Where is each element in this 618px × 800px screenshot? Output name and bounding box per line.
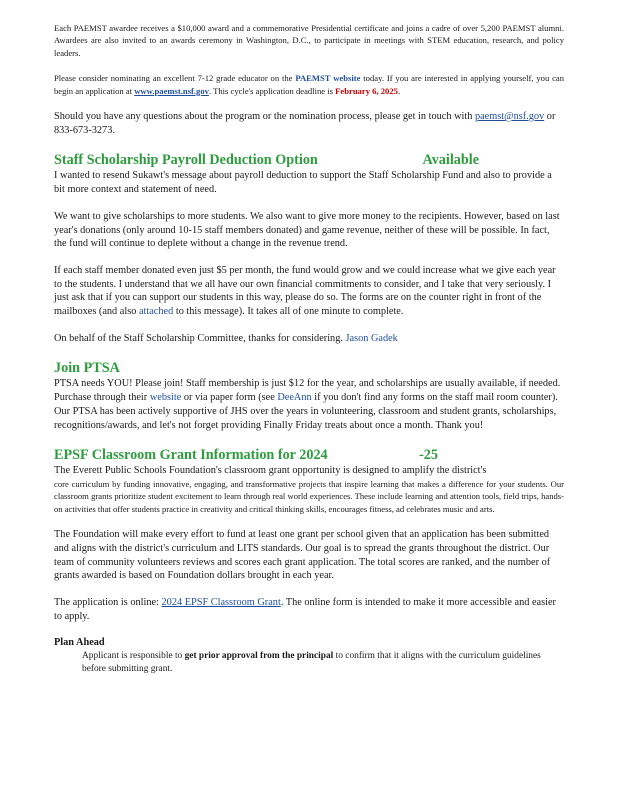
paemst-contact-paragraph	[54, 110, 564, 137]
paemst-phone-text: or 833-673-3273.	[54, 111, 556, 136]
paemst-award-paragraph: Each PAEMST awardee receives a $10,000 award and a commemorative Presidential certificate and joins a cadre of over 5,200 PAEMST alumni. Awardees are also invited to an awards ceremony in Washington, D.C., to participate in meetings with STEM education, research, and policy leaders.	[54, 23, 564, 58]
bullet-text-2: to confirm that it aligns with the curriculum guidelines before submitting grant.	[82, 651, 541, 675]
scholarship-need-paragraph: We want to give scholarships to more students. We also want to give more money to the recipients. However, based on last year's donations (only around 10-15 staff members donated) and game revenue, neither of these will be possible. In fact, the fund will continue to deplete without a change in the revenue trend.	[54, 210, 560, 250]
attached-form-link[interactable]: attached	[138, 306, 174, 318]
scholarship-ask-text-2: to this message). It takes all of one minute to complete.	[175, 306, 404, 318]
paemst-contact-text: Should you have any questions about the program or the nomination process, please get in touch with	[54, 111, 473, 123]
paemst-email-link[interactable]: paemst@nsf.gov	[474, 111, 545, 123]
bullet-icon	[54, 650, 82, 675]
epsf-application-text-2: . The online form is intended to make it more accessible and easier to apply.	[54, 597, 556, 622]
bullet-text: Applicant is responsible to	[82, 651, 183, 662]
plan-ahead-bullet-text	[82, 650, 564, 675]
epsf-grant-link[interactable]: 2024 EPSF Classroom Grant	[161, 597, 281, 609]
bullet-bold-text: get prior approval from the principal	[184, 651, 334, 662]
scholarship-ask-paragraph	[54, 264, 564, 319]
ptsa-paragraph	[54, 377, 564, 432]
epsf-funding-paragraph: The Foundation will make every effort to fund at least one grant per school given that an application has been submitted and aligns with the district's curriculum and LITS standards. Our goal is to spread the grants throughout the district. Our team of community volunteers reviews and scores each grant application. The total scores are ranked, and the number of grants awarded is based on Foundation dollars brought in each year.	[54, 529, 551, 582]
paemst-deadline: February 6, 2025	[335, 85, 398, 96]
paemst-nomination-text-3: . This cycle's application deadline is	[208, 85, 333, 96]
ptsa-website-link[interactable]: website	[149, 392, 182, 404]
paemst-url-link[interactable]: www.paemst.nsf.gov	[134, 85, 209, 96]
scholarship-intro-paragraph: I wanted to resend Sukawt's message about payroll deduction to support the Staff Scholarship Fund and also to provide a bit more context and statement of need.	[54, 170, 552, 196]
scholarship-heading	[54, 151, 479, 169]
scholarship-signoff-paragraph	[54, 332, 564, 346]
ptsa-text-3: if you don't find any forms on the staff mail room counter). Our PTSA has been actively supportive of JHS over the years in volunteering, classroom and student grants, scholarships, recognitions/awards, and let's not forget providing Finally Friday treats about once a month. Thank you!	[54, 392, 558, 431]
ptsa-text-2: or via paper form (see	[183, 392, 275, 404]
scholarship-heading-text: Staff Scholarship Payroll Deduction Option	[54, 152, 318, 169]
plan-ahead-heading: Plan Ahead	[54, 637, 105, 649]
document-page	[54, 22, 564, 676]
epsf-heading	[54, 446, 438, 464]
jason-gadek-link[interactable]: Jason Gadek	[345, 332, 398, 344]
epsf-heading-text: EPSF Classroom Grant Information for 2024	[54, 447, 328, 464]
paemst-period: .	[397, 85, 401, 96]
epsf-application-paragraph	[54, 596, 564, 623]
plan-ahead-bullet	[54, 650, 564, 675]
paemst-nomination-paragraph	[54, 72, 564, 97]
paemst-nomination-text-2: today. If you are interested in applying yourself, you can begin an application at	[54, 73, 565, 96]
epsf-heading-year-suffix: -25	[419, 447, 438, 464]
deeann-link[interactable]: DeeAnn	[277, 392, 312, 404]
scholarship-signoff-text: On behalf of the Staff Scholarship Committee, thanks for considering.	[54, 332, 343, 344]
scholarship-heading-available: Available	[422, 152, 479, 169]
epsf-application-text: The application is online:	[54, 597, 159, 609]
paemst-nomination-text: Please consider nominating an excellent 7-12 grade educator on the	[54, 73, 293, 84]
ptsa-heading: Join PTSA	[54, 360, 120, 377]
paemst-website-link[interactable]: PAEMST website	[295, 73, 361, 84]
epsf-intro-paragraph: core curriculum by funding innovative, engaging, and transformative projects that inspire learning that makes a difference for your students. Our classroom grants prioritize student excitement to learn through real world experiences. These include learning and attention tools, field trips, hands-on activities that offer students practice in creativity and critical thinking skills, encourages fitness, ad celebrates music and arts.	[54, 478, 564, 514]
ptsa-text: PTSA needs YOU! Please join! Staff membership is just $12 for the year, and scholarships are usually available, if needed. Purchase through their	[54, 378, 561, 404]
epsf-intro-line: The Everett Public Schools Foundation's classroom grant opportunity is designed to amplify the district's	[54, 465, 487, 477]
scholarship-ask-text: If each staff member donated even just $5 per month, the fund would grow and we could increase what we give each year to the students. I understand that we all have our own financial commitments to consider, and I take that very seriously. I just ask that if you can support our students in this way, please do so. The forms are on the counter right in front of the mailboxes (and also	[54, 264, 556, 318]
